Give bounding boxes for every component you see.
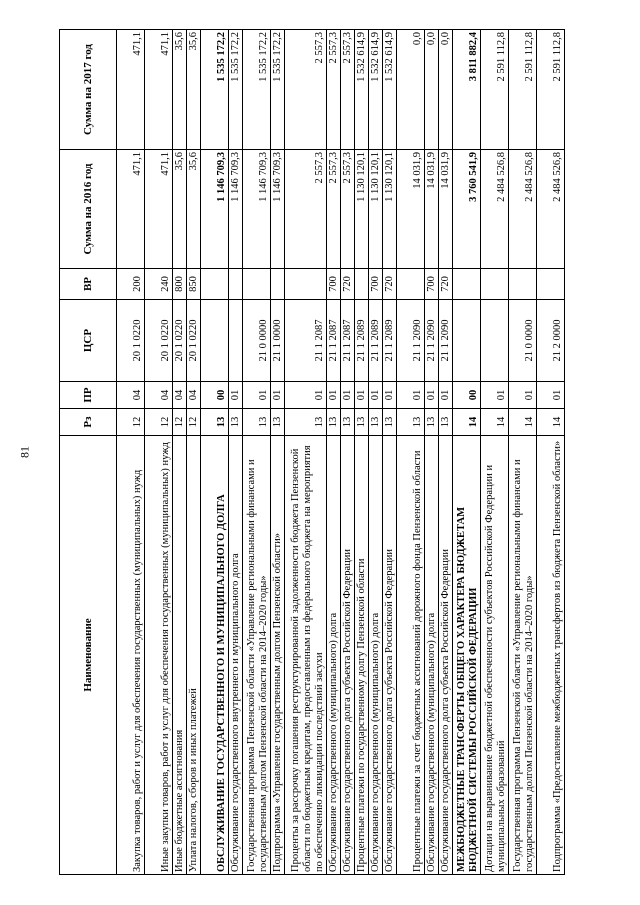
cell-rz: 13: [327, 409, 341, 436]
cell-rz: 13: [285, 409, 327, 436]
cell-vr: [481, 269, 509, 300]
cell-name: Процентные платежи за счет бюджетных ассигнований дорожного фонда Пензенской области: [397, 436, 425, 875]
cell-vr: 200: [117, 269, 145, 300]
cell-sum2017: 0,0: [397, 30, 425, 150]
cell-name: Уплата налогов, сборов и иных платежей: [187, 436, 201, 875]
header-sum-2017: Сумма на 2017 год: [60, 30, 117, 150]
cell-csr: 20 1 0220: [117, 300, 145, 382]
cell-csr: 20 1 0220: [145, 300, 173, 382]
cell-pr: 04: [187, 382, 201, 409]
cell-csr: 21 1 2090: [439, 300, 453, 382]
header-csr: ЦСР: [60, 300, 117, 382]
cell-vr: 700: [425, 269, 439, 300]
cell-pr: 01: [369, 382, 383, 409]
cell-sum2016: 1 146 709,3: [271, 150, 285, 269]
cell-name: Государственная программа Пензенской области «Управление региональными финансами и государственным долгом Пензенской области на 2014–2020 годы»: [243, 436, 271, 875]
cell-vr: [509, 269, 537, 300]
cell-sum2016: 14 031,9: [397, 150, 425, 269]
cell-name: Обслуживание государственного внутреннего и муниципального долга: [229, 436, 243, 875]
cell-csr: [229, 300, 243, 382]
cell-sum2016: 1 146 709,3: [243, 150, 271, 269]
cell-rz: 12: [145, 409, 173, 436]
cell-sum2016: 471,1: [117, 150, 145, 269]
cell-csr: 20 1 0220: [173, 300, 187, 382]
cell-pr: 01: [355, 382, 369, 409]
rotated-table-container: [59, 30, 573, 875]
table-row: [439, 30, 453, 875]
table-row: [537, 30, 565, 875]
cell-csr: 21 2 0000: [537, 300, 565, 382]
cell-pr: 01: [341, 382, 355, 409]
table-row: [355, 30, 369, 875]
cell-name: Процентные платежи по государственному долгу Пензенской области: [355, 436, 369, 875]
table-body: [117, 30, 565, 875]
cell-pr: 01: [397, 382, 425, 409]
table-row: [173, 30, 187, 875]
cell-name: Государственная программа Пензенской области «Управление региональными финансами и государственным долгом Пензенской области на 2014–2020 годы»: [509, 436, 537, 875]
cell-csr: 21 0 0000: [509, 300, 537, 382]
cell-rz: 13: [383, 409, 397, 436]
cell-rz: 12: [117, 409, 145, 436]
cell-vr: [243, 269, 271, 300]
cell-vr: [201, 269, 229, 300]
cell-sum2016: 1 146 709,3: [229, 150, 243, 269]
cell-vr: 700: [369, 269, 383, 300]
table-row: [145, 30, 173, 875]
cell-sum2017: 1 535 172,2: [229, 30, 243, 150]
cell-pr: 01: [285, 382, 327, 409]
cell-sum2016: 2 484 526,8: [481, 150, 509, 269]
table-row: [453, 30, 481, 875]
cell-rz: 13: [229, 409, 243, 436]
cell-vr: [229, 269, 243, 300]
cell-sum2017: 2 557,3: [341, 30, 355, 150]
cell-vr: [453, 269, 481, 300]
cell-csr: 21 1 2090: [425, 300, 439, 382]
cell-pr: 01: [481, 382, 509, 409]
table-row: [327, 30, 341, 875]
cell-sum2017: 3 811 882,4: [453, 30, 481, 150]
cell-sum2017: 2 591 112,8: [481, 30, 509, 150]
cell-name: МЕЖБЮДЖЕТНЫЕ ТРАНСФЕРТЫ ОБЩЕГО ХАРАКТЕРА БЮДЖЕТАМ БЮДЖЕТНОЙ СИСТЕМЫ РОССИЙСКОЙ ФЕДЕРАЦИИ: [453, 436, 481, 875]
cell-pr: 01: [271, 382, 285, 409]
cell-csr: [481, 300, 509, 382]
cell-csr: [453, 300, 481, 382]
cell-csr: 20 1 0220: [187, 300, 201, 382]
cell-pr: 01: [509, 382, 537, 409]
cell-name: Обслуживание государственного (муниципального) долга: [425, 436, 439, 875]
cell-vr: 700: [327, 269, 341, 300]
cell-sum2017: 1 532 614,9: [355, 30, 369, 150]
cell-rz: 13: [201, 409, 229, 436]
cell-sum2016: 1 130 120,1: [355, 150, 369, 269]
table-row: [271, 30, 285, 875]
page-number: 81: [17, 446, 32, 458]
cell-rz: 12: [173, 409, 187, 436]
cell-pr: 01: [425, 382, 439, 409]
cell-pr: 01: [537, 382, 565, 409]
cell-sum2016: 2 557,3: [285, 150, 327, 269]
cell-sum2017: 471,1: [117, 30, 145, 150]
cell-pr: 01: [439, 382, 453, 409]
header-pr: ПР: [60, 382, 117, 409]
table-row: [285, 30, 327, 875]
cell-rz: 13: [243, 409, 271, 436]
cell-csr: [201, 300, 229, 382]
table-row: [397, 30, 425, 875]
cell-pr: 01: [327, 382, 341, 409]
cell-sum2016: 14 031,9: [439, 150, 453, 269]
table-row: [481, 30, 509, 875]
table-row: [243, 30, 271, 875]
cell-sum2017: 2 591 112,8: [537, 30, 565, 150]
cell-vr: [285, 269, 327, 300]
cell-sum2017: 2 557,3: [285, 30, 327, 150]
cell-sum2016: 35,6: [187, 150, 201, 269]
cell-rz: 14: [509, 409, 537, 436]
cell-pr: 00: [201, 382, 229, 409]
cell-sum2017: 35,6: [187, 30, 201, 150]
table-header-row: [60, 30, 117, 875]
cell-name: Подпрограмма «Предоставление межбюджетных трансфертов из бюджета Пензенской области»: [537, 436, 565, 875]
cell-csr: 21 1 2087: [285, 300, 327, 382]
budget-table: [59, 29, 565, 875]
cell-name: Иные закупки товаров, работ и услуг для обеспечения государственных (муниципальных) нужд: [145, 436, 173, 875]
cell-sum2017: 2 591 112,8: [509, 30, 537, 150]
cell-sum2017: 0,0: [439, 30, 453, 150]
cell-sum2016: 14 031,9: [425, 150, 439, 269]
cell-name: Иные бюджетные ассигнования: [173, 436, 187, 875]
cell-csr: 21 1 2089: [355, 300, 369, 382]
table-row: [201, 30, 229, 875]
cell-pr: 04: [173, 382, 187, 409]
cell-rz: 13: [425, 409, 439, 436]
cell-sum2017: 0,0: [425, 30, 439, 150]
cell-name: Подпрограмма «Управление государственным долгом Пензенской области»: [271, 436, 285, 875]
cell-vr: 720: [383, 269, 397, 300]
table-row: [117, 30, 145, 875]
cell-name: Обслуживание государственного (муниципального) долга: [327, 436, 341, 875]
cell-sum2016: 471,1: [145, 150, 173, 269]
cell-sum2017: 1 535 172,2: [271, 30, 285, 150]
cell-name: Дотации на выравнивание бюджетной обеспеченности субъектов Российской Федерации и муниципальных образований: [481, 436, 509, 875]
cell-sum2017: 1 535 172,2: [243, 30, 271, 150]
cell-rz: 13: [397, 409, 425, 436]
cell-sum2016: 1 146 709,3: [201, 150, 229, 269]
cell-rz: 12: [187, 409, 201, 436]
cell-sum2016: 1 130 120,1: [369, 150, 383, 269]
cell-pr: 04: [117, 382, 145, 409]
cell-sum2016: 2 484 526,8: [537, 150, 565, 269]
cell-csr: 21 1 2089: [369, 300, 383, 382]
cell-csr: 21 1 0000: [271, 300, 285, 382]
cell-name: Обслуживание государственного (муниципального) долга: [369, 436, 383, 875]
cell-sum2016: 2 557,3: [341, 150, 355, 269]
cell-sum2017: 2 557,3: [327, 30, 341, 150]
table-row: [425, 30, 439, 875]
cell-vr: [537, 269, 565, 300]
cell-rz: 14: [537, 409, 565, 436]
header-vr: ВР: [60, 269, 117, 300]
table-row: [341, 30, 355, 875]
cell-vr: 850: [187, 269, 201, 300]
cell-csr: 21 1 2087: [341, 300, 355, 382]
cell-pr: 01: [243, 382, 271, 409]
header-rz: Рз: [60, 409, 117, 436]
cell-rz: 14: [481, 409, 509, 436]
cell-sum2017: 1 532 614,9: [369, 30, 383, 150]
cell-sum2016: 3 760 541,9: [453, 150, 481, 269]
header-name: Наименование: [60, 436, 117, 875]
cell-pr: 04: [145, 382, 173, 409]
cell-pr: 01: [229, 382, 243, 409]
cell-pr: 01: [383, 382, 397, 409]
cell-rz: 14: [453, 409, 481, 436]
cell-vr: [355, 269, 369, 300]
cell-sum2017: 471,1: [145, 30, 173, 150]
table-row: [509, 30, 537, 875]
cell-name: Проценты за рассрочку погашения реструктурированной задолженности бюджета Пензенской области по бюджетным кредитам, предоставленным из федерального бюджета на мероприятия по обеспечению ликвидации последствий засухи: [285, 436, 327, 875]
cell-sum2016: 2 484 526,8: [509, 150, 537, 269]
cell-pr: 00: [453, 382, 481, 409]
cell-vr: 720: [341, 269, 355, 300]
cell-name: Обслуживание государственного долга субъекта Российской Федерации: [383, 436, 397, 875]
cell-rz: 13: [369, 409, 383, 436]
cell-csr: 21 1 2089: [383, 300, 397, 382]
cell-sum2016: 35,6: [173, 150, 187, 269]
cell-csr: 21 1 2090: [397, 300, 425, 382]
table-row: [187, 30, 201, 875]
cell-vr: 240: [145, 269, 173, 300]
cell-vr: [271, 269, 285, 300]
cell-name: Обслуживание государственного долга субъекта Российской Федерации: [439, 436, 453, 875]
cell-rz: 13: [271, 409, 285, 436]
cell-name: Обслуживание государственного долга субъекта Российской Федерации: [341, 436, 355, 875]
cell-rz: 13: [355, 409, 369, 436]
table-row: [369, 30, 383, 875]
cell-vr: 800: [173, 269, 187, 300]
cell-name: Закупка товаров, работ и услуг для обеспечения государственных (муниципальных) нужд: [117, 436, 145, 875]
cell-csr: 21 0 0000: [243, 300, 271, 382]
table-row: [383, 30, 397, 875]
cell-csr: 21 1 2087: [327, 300, 341, 382]
cell-rz: 13: [341, 409, 355, 436]
cell-sum2017: 35,6: [173, 30, 187, 150]
cell-sum2016: 1 130 120,1: [383, 150, 397, 269]
header-sum-2016: Сумма на 2016 год: [60, 150, 117, 269]
cell-vr: 720: [439, 269, 453, 300]
table-row: [229, 30, 243, 875]
cell-vr: [397, 269, 425, 300]
cell-name: ОБСЛУЖИВАНИЕ ГОСУДАРСТВЕННОГО И МУНИЦИПАЛЬНОГО ДОЛГА: [201, 436, 229, 875]
cell-rz: 13: [439, 409, 453, 436]
cell-sum2017: 1 532 614,9: [383, 30, 397, 150]
cell-sum2016: 2 557,3: [327, 150, 341, 269]
cell-sum2017: 1 535 172,2: [201, 30, 229, 150]
